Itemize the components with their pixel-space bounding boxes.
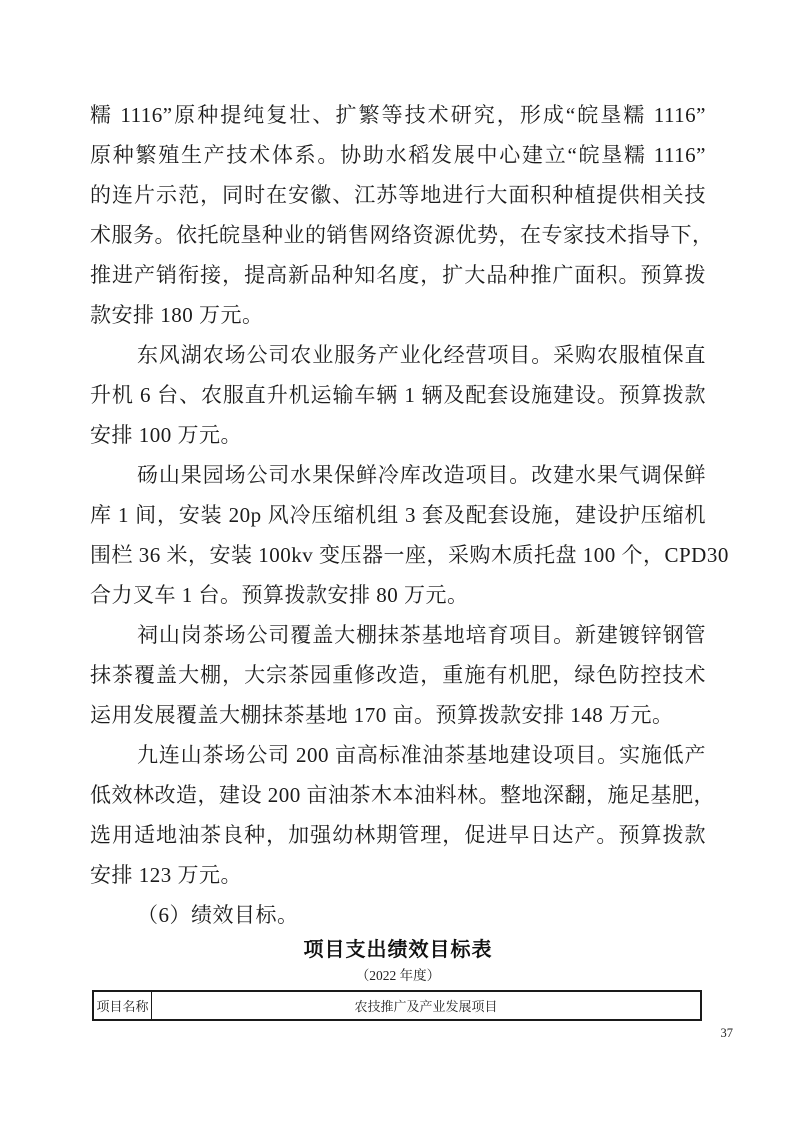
body-line: 糯 1116”原种提纯复壮、扩繁等技术研究，形成“皖垦糯 1116”	[90, 103, 706, 127]
table-row	[93, 991, 701, 1020]
body-line: 抹茶覆盖大棚，大宗茶园重修改造，重施有机肥，绿色防控技术	[90, 663, 706, 687]
body-line: 东风湖农场公司农业服务产业化经营项目。采购农服植保直	[137, 343, 706, 367]
document-body	[90, 95, 729, 935]
body-line: 术服务。依托皖垦种业的销售网络资源优势，在专家技术指导下，	[90, 223, 714, 247]
body-line: 原种繁殖生产技术体系。协助水稻发展中心建立“皖垦糯 1116”	[90, 143, 706, 167]
body-line: 九连山茶场公司 200 亩高标准油茶基地建设项目。实施低产	[137, 743, 706, 767]
body-line: 低效林改造，建设 200 亩油茶木本油料林。整地深翻，施足基肥，	[90, 783, 715, 807]
body-line: 运用发展覆盖大棚抹茶基地 170 亩。预算拨款安排 148 万元。	[90, 703, 674, 727]
body-line: 合力叉车 1 台。预算拨款安排 80 万元。	[90, 583, 469, 607]
table-value-cell: 农技推广及产业发展项目	[152, 991, 702, 1020]
body-line: 安排 100 万元。	[90, 423, 242, 447]
body-line: 升机 6 台、农服直升机运输车辆 1 辆及配套设施建设。预算拨款	[90, 383, 706, 407]
performance-table-subtitle: （2022 年度）	[355, 968, 441, 983]
page-number: 37	[720, 1026, 733, 1040]
body-line: 的连片示范，同时在安徽、江苏等地进行大面积种植提供相关技	[90, 183, 706, 207]
body-line: 围栏 36 米，安装 100kv 变压器一座，采购木质托盘 100 个，CPD30	[90, 543, 729, 567]
body-line: 安排 123 万元。	[90, 863, 242, 887]
body-line: 款安排 180 万元。	[90, 303, 264, 327]
section-heading-line: （6）绩效目标。	[137, 903, 299, 927]
body-line: 祠山岗茶场公司覆盖大棚抹茶基地培育项目。新建镀锌钢管	[137, 623, 706, 647]
table-label-cell: 项目名称	[93, 991, 152, 1020]
performance-table	[92, 990, 702, 1021]
body-line: 砀山果园场公司水果保鲜冷库改造项目。改建水果气调保鲜	[137, 463, 706, 487]
performance-table-title: 项目支出绩效目标表	[303, 939, 493, 961]
body-line: 库 1 间，安装 20p 风冷压缩机组 3 套及配套设施，建设护压缩机	[90, 503, 706, 527]
body-line: 推进产销衔接，提高新品种知名度，扩大品种推广面积。预算拨	[90, 263, 706, 287]
body-line: 选用适地油茶良种，加强幼林期管理，促进早日达产。预算拨款	[90, 823, 706, 847]
